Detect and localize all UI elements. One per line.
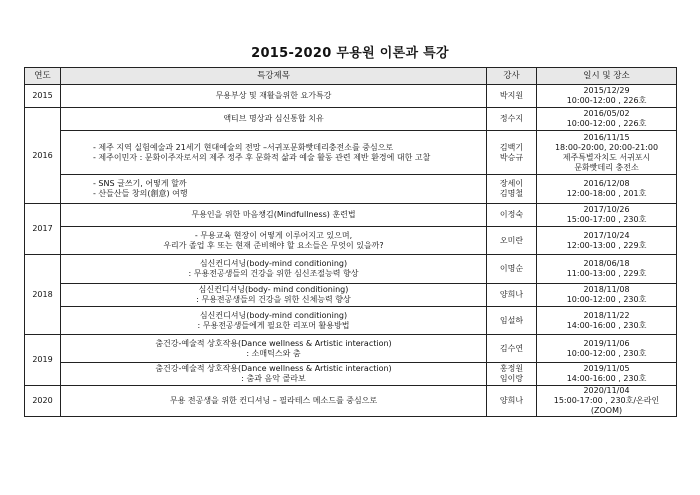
datetime-cell (537, 85, 677, 108)
datetime-cell-line: 문화빳데리 충전소 (574, 162, 639, 172)
topic-cell (61, 363, 487, 386)
topic-cell-line: : 소매틱스와 춤 (246, 348, 301, 358)
lecturer-cell (487, 85, 537, 108)
datetime-cell-line: 2016/12/08 (583, 179, 630, 188)
table-row (25, 255, 677, 284)
lecturer-cell (487, 204, 537, 227)
topic-cell-line: : 춤과 음악 콜라보 (241, 374, 306, 383)
lecturer-cell-line: 장세이 (499, 179, 524, 188)
year-cell: 2015 (25, 85, 61, 108)
topic-cell-line: - 제주이민자 : 문화이주자로서의 제주 정주 후 문화적 삶과 예술 활동 관련 제반 환경에 대한 고찰 (93, 152, 431, 162)
topic-cell-line: 심신컨디셔닝(body-mind conditioning) (199, 310, 348, 320)
year-cell: 2019 (25, 335, 61, 386)
topic-cell-line: 우리가 졸업 후 또는 현재 준비해야 할 요소들은 무엇이 있을까? (163, 240, 384, 250)
datetime-cell (537, 227, 677, 255)
year-cell: 2018 (25, 255, 61, 335)
lecturer-cell (487, 284, 537, 307)
datetime-cell-line: 10:00-12:00 , 226호 (566, 96, 647, 105)
table-row (25, 85, 677, 108)
datetime-cell-line: 10:00-12:00 , 230호 (566, 348, 647, 358)
datetime-cell (537, 307, 677, 335)
table-row (25, 284, 677, 307)
datetime-cell-line: 2016/05/02 (583, 109, 630, 118)
table-row (25, 131, 677, 175)
topic-cell-line: : 무용전공생들의 건강을 위한 심신조절능력 향상 (188, 269, 359, 278)
lecturer-cell-line: 임이랑 (499, 374, 524, 383)
lecturer-cell-line: 박지원 (499, 91, 524, 100)
lecturer-cell-line: 김명철 (499, 189, 524, 198)
datetime-cell-line: 10:00-12:00 , 230호 (566, 295, 647, 304)
datetime-cell-line: 18:00-20:00, 20:00-21:00 (554, 142, 659, 152)
lecturer-cell (487, 131, 537, 175)
topic-cell-line: : 무용전공생들의 건강을 위한 신체능력 향상 (196, 295, 351, 304)
datetime-cell (537, 363, 677, 386)
lecturer-cell-line: 박승규 (499, 152, 524, 162)
datetime-cell-line: 2018/11/08 (583, 285, 630, 294)
datetime-cell-line: 15:00-17:00 , 230호/온라인(ZOOM) (553, 396, 660, 415)
table-row (25, 307, 677, 335)
datetime-cell-line: 11:00-13:00 , 229호 (566, 269, 647, 278)
topic-cell (61, 227, 487, 255)
topic-cell (61, 108, 487, 131)
lecture-table (24, 67, 677, 417)
topic-cell-line: - 제주 지역 실험예술과 21세기 현대예술의 전망 –서귀포문화빳데리충전소를 중심으로 (93, 142, 394, 152)
topic-cell (61, 284, 487, 307)
lecturer-cell-line: 이정숙 (499, 210, 524, 219)
datetime-cell (537, 175, 677, 204)
topic-cell (61, 204, 487, 227)
year-cell: 2016 (25, 108, 61, 204)
topic-cell-line: 춤건강-예술적 상호작용(Dance wellness & Artistic interaction) (155, 338, 392, 348)
lecturer-cell-line: 정수지 (499, 114, 524, 123)
datetime-cell-line: 2020/11/04 (583, 386, 630, 395)
header-topic: 특강제목 (61, 68, 487, 85)
topic-cell-line: - 무용교육 현장이 어떻게 이루어지고 있으며, (194, 230, 353, 240)
topic-cell-line: 심신컨디셔닝(body- mind conditioning) (198, 285, 349, 294)
lecturer-cell-line: 오미란 (499, 235, 524, 245)
datetime-cell-line: 15:00-17:00 , 230호 (566, 215, 647, 224)
year-cell: 2020 (25, 386, 61, 417)
datetime-cell-line: 2018/11/22 (583, 310, 630, 320)
table-row (25, 227, 677, 255)
lecturer-cell (487, 335, 537, 363)
datetime-cell-line: 2019/11/05 (583, 364, 630, 373)
table-row (25, 108, 677, 131)
topic-cell-line: 심신컨디셔닝(body-mind conditioning) (199, 259, 348, 268)
page-title: 2015-2020 무용원 이론과 특강 (251, 46, 449, 61)
datetime-cell-line: 2019/11/06 (583, 338, 630, 348)
datetime-cell (537, 255, 677, 284)
topic-cell-line: 무용부상 및 재활을위한 요가특강 (215, 91, 332, 100)
datetime-cell-line: 2017/10/26 (583, 205, 630, 214)
lecturer-cell-line: 양희나 (499, 396, 524, 405)
datetime-cell-line: 12:00-18:00 , 201호 (566, 189, 647, 198)
lecturer-cell (487, 108, 537, 131)
table-row (25, 363, 677, 386)
topic-cell-line: 무용 전공생을 위한 컨디셔닝 – 필라테스 메소드를 중심으로 (169, 396, 378, 405)
header-year: 연도 (25, 68, 61, 85)
topic-cell-line: - 산들산들 창의(創意) 여행 (93, 189, 188, 198)
datetime-cell (537, 284, 677, 307)
lecturer-cell (487, 386, 537, 417)
header-lecturer: 강사 (487, 68, 537, 85)
lecturer-cell (487, 175, 537, 204)
table-row (25, 204, 677, 227)
lecturer-cell (487, 363, 537, 386)
datetime-cell-line: 14:00-16:00 , 230호 (566, 374, 647, 383)
lecturer-cell-line: 양희나 (499, 290, 524, 299)
topic-cell-line: 춤건강-예술적 상호작용(Dance wellness & Artistic interaction) (155, 364, 392, 373)
table-row (25, 175, 677, 204)
lecturer-cell (487, 255, 537, 284)
topic-cell (61, 307, 487, 335)
datetime-cell (537, 108, 677, 131)
datetime-cell-line: 14:00-16:00 , 230호 (566, 320, 647, 330)
topic-cell (61, 335, 487, 363)
header-datetime: 일시 및 장소 (537, 68, 677, 85)
table-row (25, 386, 677, 417)
datetime-cell (537, 335, 677, 363)
lecturer-cell (487, 227, 537, 255)
topic-cell (61, 386, 487, 417)
table-row (25, 335, 677, 363)
lecturer-cell-line: 홍정원 (499, 364, 524, 373)
topic-cell-line: 무용인을 위한 마음챙김(Mindfullness) 훈련법 (191, 210, 356, 219)
datetime-cell-line: 2018/06/18 (583, 259, 630, 268)
datetime-cell-line: 2017/10/24 (583, 230, 630, 240)
datetime-cell-line: 2016/11/15 (583, 132, 630, 142)
lecturer-cell-line: 김백기 (499, 142, 524, 152)
lecturer-cell-line: 임설하 (499, 315, 524, 325)
topic-cell-line: - SNS 글쓰기, 어떻게 할까 (93, 179, 187, 188)
datetime-cell-line: 제주특별자치도 서귀포시 (562, 152, 651, 162)
topic-cell (61, 85, 487, 108)
datetime-cell (537, 204, 677, 227)
topic-cell-line: : 무용전공생들에게 필요한 리포머 활용방법 (197, 320, 350, 330)
datetime-cell (537, 131, 677, 175)
year-cell: 2017 (25, 204, 61, 255)
topic-cell-line: 액티브 명상과 심신통합 치유 (223, 114, 324, 123)
table-header-row (25, 68, 677, 85)
datetime-cell-line: 12:00-13:00 , 229호 (566, 240, 647, 250)
topic-cell (61, 175, 487, 204)
datetime-cell-line: 2015/12/29 (583, 86, 630, 95)
datetime-cell-line: 10:00-12:00 , 226호 (566, 119, 647, 128)
datetime-cell (537, 386, 677, 417)
lecturer-cell (487, 307, 537, 335)
topic-cell (61, 131, 487, 175)
lecturer-cell-line: 김수연 (499, 343, 524, 353)
topic-cell (61, 255, 487, 284)
lecturer-cell-line: 이명순 (499, 264, 524, 273)
